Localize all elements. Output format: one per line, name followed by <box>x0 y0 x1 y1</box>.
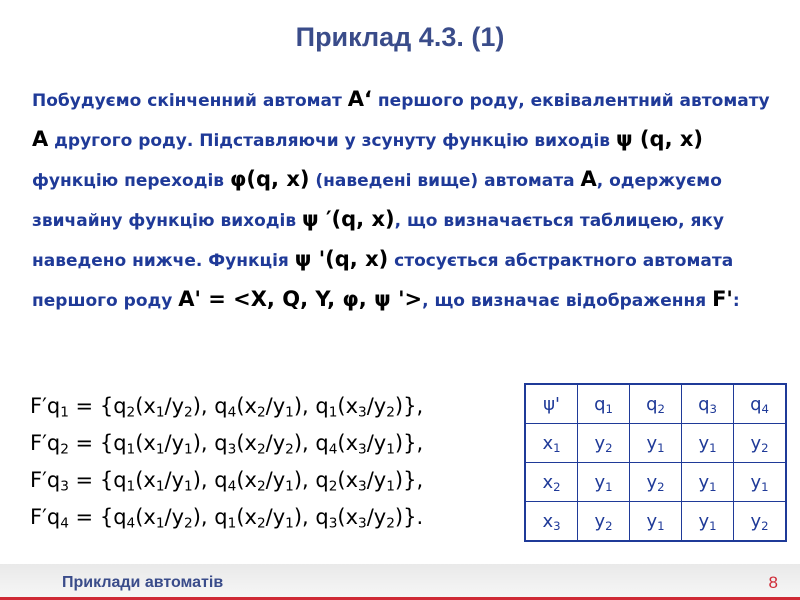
subscript: 1 <box>155 441 165 458</box>
symbol-output-function-prime: ψ '(q, x) <box>294 247 389 271</box>
table-cell <box>578 424 630 463</box>
table-cell <box>630 424 682 463</box>
subscript: 1 <box>709 518 717 533</box>
text-segment: , що визначає відображення <box>422 291 713 311</box>
term-close: ), <box>293 431 316 455</box>
term-close: ), <box>293 505 316 529</box>
subscript: 3 <box>358 404 367 421</box>
table-header-row <box>525 384 786 424</box>
output-symbol <box>698 472 716 493</box>
term-output: /y <box>265 431 286 455</box>
subscript: 3 <box>227 441 237 458</box>
term-output: /y <box>164 394 185 418</box>
subscript: 1 <box>60 404 69 421</box>
term-close: ), <box>293 468 316 492</box>
subscript: 4 <box>227 478 237 495</box>
subscript: 2 <box>386 404 395 421</box>
output-symbol-base: y <box>646 432 658 454</box>
term-close: ) <box>394 505 404 529</box>
term-close: ) <box>394 394 404 418</box>
subscript: 3 <box>358 441 367 458</box>
text-segment: , що визначається таблицею, яку наведено нижче. Функція <box>32 211 724 271</box>
subscript: 3 <box>358 478 367 495</box>
subscript: 2 <box>184 515 193 532</box>
output-symbol <box>646 433 664 454</box>
term-input: (x <box>236 505 257 529</box>
subscript: 4 <box>761 401 769 416</box>
term-state: q <box>214 505 228 529</box>
formula-lhs <box>30 505 69 532</box>
table-column-header <box>630 384 682 424</box>
subscript: 1 <box>605 401 613 416</box>
term-input: (x <box>337 394 359 418</box>
table-cell <box>578 463 630 502</box>
term-input: (x <box>236 468 257 492</box>
table-cell <box>734 424 787 463</box>
subscript: 4 <box>126 515 136 532</box>
table-row-header <box>525 502 578 542</box>
text-segment: стосується абстрактного автомата першого роду <box>32 251 734 311</box>
subscript: 2 <box>256 441 266 458</box>
term-close: ), <box>293 394 316 418</box>
subscript: 1 <box>709 479 717 494</box>
subscript: 3 <box>358 515 367 532</box>
output-symbol-base: y <box>750 471 762 493</box>
term-output: /y <box>366 505 387 529</box>
formula-open: = { <box>68 431 114 455</box>
subscript: 4 <box>227 404 237 421</box>
term-close: ), <box>192 505 215 529</box>
formula-lhs-base: F′q <box>30 505 61 529</box>
output-symbol-base: y <box>646 471 658 493</box>
formula-line <box>30 388 520 425</box>
output-symbol <box>750 433 768 454</box>
term-input: (x <box>337 431 359 455</box>
output-symbol <box>750 511 768 532</box>
text-segment: , одержуємо звичайну функцію виходів <box>32 171 722 231</box>
formula-open: = { <box>68 468 114 492</box>
output-symbol <box>594 433 612 454</box>
term-state: q <box>113 431 127 455</box>
formula-lhs-base: F′q <box>30 431 61 455</box>
table-row <box>525 463 786 502</box>
formula-line <box>30 425 520 462</box>
subscript: 1 <box>657 518 665 533</box>
term-output: /y <box>265 505 286 529</box>
output-symbol-base: y <box>750 432 762 454</box>
text-segment: : <box>732 291 740 311</box>
subscript: 1 <box>184 441 193 458</box>
subscript: 2 <box>256 404 266 421</box>
text-segment: другого роду. Підставляючи у зсунуту функцію виходів <box>48 131 616 151</box>
subscript: 1 <box>386 478 395 495</box>
term-output: /y <box>265 468 286 492</box>
table-column-header <box>734 384 787 424</box>
table-column-header <box>578 384 630 424</box>
input-symbol-base: x <box>542 471 554 493</box>
subscript: 1 <box>553 440 561 455</box>
subscript: 2 <box>285 441 294 458</box>
term-input: (x <box>135 505 156 529</box>
formula-lhs <box>30 394 69 421</box>
mapping-formulas <box>30 388 520 536</box>
table-row-header <box>525 463 578 502</box>
subscript: 4 <box>328 441 338 458</box>
symbol-output-function-prime: ψ ′(q, x) <box>302 207 395 231</box>
term-close: ) <box>394 468 404 492</box>
output-symbol <box>750 472 768 493</box>
subscript: 1 <box>761 479 769 494</box>
subscript: 1 <box>227 515 237 532</box>
subscript: 1 <box>285 515 294 532</box>
subscript: 2 <box>605 518 613 533</box>
term-state: q <box>113 505 127 529</box>
state-symbol-base: q <box>594 393 606 415</box>
term-input: (x <box>135 468 156 492</box>
output-function-table <box>524 383 787 542</box>
formula-lhs-base: F′q <box>30 468 61 492</box>
subscript: 1 <box>126 478 136 495</box>
table-cell <box>734 463 787 502</box>
symbol-transition-function: φ(q, x) <box>229 167 310 191</box>
term-state: q <box>315 431 329 455</box>
subscript: 1 <box>126 441 136 458</box>
subscript: 1 <box>184 478 193 495</box>
output-symbol-base: y <box>594 432 606 454</box>
table-cell <box>682 502 734 542</box>
term-state: q <box>315 505 329 529</box>
subscript: 1 <box>285 478 294 495</box>
term-state: q <box>113 394 127 418</box>
output-symbol-base: y <box>594 471 606 493</box>
formula-close: }, <box>403 431 424 455</box>
formula-close: }, <box>403 394 424 418</box>
output-symbol-base: y <box>698 471 710 493</box>
input-symbol-base: x <box>542 432 554 454</box>
table-cell <box>682 463 734 502</box>
symbol-mapping-f-prime: F' <box>712 287 733 311</box>
term-state: q <box>214 468 228 492</box>
subscript: 2 <box>761 440 769 455</box>
term-output: /y <box>164 468 185 492</box>
table-column-header <box>682 384 734 424</box>
subscript: 3 <box>60 478 69 495</box>
formula-open: = { <box>68 505 114 529</box>
input-symbol <box>542 511 560 532</box>
subscript: 2 <box>328 478 338 495</box>
state-symbol <box>698 394 717 415</box>
state-symbol <box>750 394 769 415</box>
term-input: (x <box>236 394 257 418</box>
output-symbol <box>594 472 612 493</box>
subscript: 1 <box>605 479 613 494</box>
state-symbol-base: q <box>646 393 658 415</box>
subscript: 1 <box>155 515 165 532</box>
subscript: 2 <box>60 441 69 458</box>
output-symbol-base: y <box>594 510 606 532</box>
formula-close: }. <box>403 505 424 529</box>
subscript: 1 <box>155 404 165 421</box>
table-corner-cell: ψ' <box>525 384 578 424</box>
symbol-automaton-a: А <box>32 127 49 151</box>
term-output: /y <box>265 394 286 418</box>
subscript: 2 <box>605 440 613 455</box>
formula-lhs <box>30 468 69 495</box>
formula-lhs <box>30 431 69 458</box>
term-close: ), <box>192 431 215 455</box>
output-symbol <box>646 511 664 532</box>
subscript: 4 <box>60 515 69 532</box>
term-input: (x <box>135 431 156 455</box>
output-symbol <box>698 433 716 454</box>
table-cell <box>630 463 682 502</box>
term-state: q <box>214 431 228 455</box>
text-segment: функцію переходів <box>32 171 230 191</box>
subscript: 2 <box>256 515 266 532</box>
subscript: 1 <box>709 440 717 455</box>
term-output: /y <box>164 431 185 455</box>
subscript: 2 <box>386 515 395 532</box>
formula-open: = { <box>68 394 114 418</box>
symbol-shifted-output-function: ψ (q, x) <box>615 127 703 151</box>
state-symbol <box>594 394 613 415</box>
symbol-automaton-a: А <box>580 167 597 191</box>
term-close: ), <box>192 468 215 492</box>
subscript: 1 <box>285 404 294 421</box>
subscript: 3 <box>709 401 717 416</box>
subscript: 2 <box>126 404 136 421</box>
output-symbol <box>646 472 664 493</box>
subscript: 1 <box>155 478 165 495</box>
term-state: q <box>315 394 329 418</box>
subscript: 1 <box>328 404 338 421</box>
subscript: 2 <box>184 404 193 421</box>
term-output: /y <box>164 505 185 529</box>
footer-title: Приклади автоматів <box>62 574 224 591</box>
subscript: 3 <box>328 515 338 532</box>
term-input: (x <box>236 431 257 455</box>
text-segment: першого роду, еквівалентний автомату <box>372 91 770 111</box>
term-output: /y <box>366 394 387 418</box>
subscript: 2 <box>657 401 665 416</box>
output-symbol-base: y <box>646 510 658 532</box>
term-output: /y <box>366 468 387 492</box>
input-symbol-base: x <box>542 510 554 532</box>
state-symbol-base: q <box>750 393 762 415</box>
term-output: /y <box>366 431 387 455</box>
formula-lhs-base: F′q <box>30 394 61 418</box>
term-input: (x <box>337 505 359 529</box>
table-row-header <box>525 424 578 463</box>
state-symbol <box>646 394 665 415</box>
output-symbol <box>594 511 612 532</box>
page-number: 8 <box>768 573 778 592</box>
input-symbol <box>542 433 560 454</box>
table-cell <box>578 502 630 542</box>
formula-line <box>30 462 520 499</box>
subscript: 3 <box>553 518 561 533</box>
table-cell <box>734 502 787 542</box>
subscript: 2 <box>657 479 665 494</box>
text-segment: Побудуємо скінченний автомат <box>32 91 348 111</box>
formula-line <box>30 499 520 536</box>
subscript: 2 <box>553 479 561 494</box>
output-symbol <box>698 511 716 532</box>
subscript: 2 <box>761 518 769 533</box>
table-cell <box>630 502 682 542</box>
text-segment: (наведені вище) автомата <box>309 171 581 191</box>
symbol-automaton-a-prime: А‘ <box>347 87 372 111</box>
subscript: 1 <box>657 440 665 455</box>
table-row <box>525 502 786 542</box>
description-paragraph <box>32 80 772 320</box>
output-symbol-base: y <box>698 432 710 454</box>
output-symbol-base: y <box>750 510 762 532</box>
term-input: (x <box>337 468 359 492</box>
subscript: 2 <box>256 478 266 495</box>
table-cell <box>682 424 734 463</box>
term-input: (x <box>135 394 156 418</box>
symbol-automaton-definition: А' = <X, Q, Y, φ, ψ '> <box>178 287 423 311</box>
term-close: ), <box>192 394 215 418</box>
input-symbol <box>542 472 560 493</box>
term-state: q <box>315 468 329 492</box>
formula-close: }, <box>403 468 424 492</box>
output-symbol-base: y <box>698 510 710 532</box>
term-close: ) <box>394 431 404 455</box>
state-symbol-base: q <box>698 393 710 415</box>
slide-title: Приклад 4.3. (1) <box>295 22 505 52</box>
term-state: q <box>214 394 228 418</box>
subscript: 1 <box>386 441 395 458</box>
term-state: q <box>113 468 127 492</box>
table-row <box>525 424 786 463</box>
